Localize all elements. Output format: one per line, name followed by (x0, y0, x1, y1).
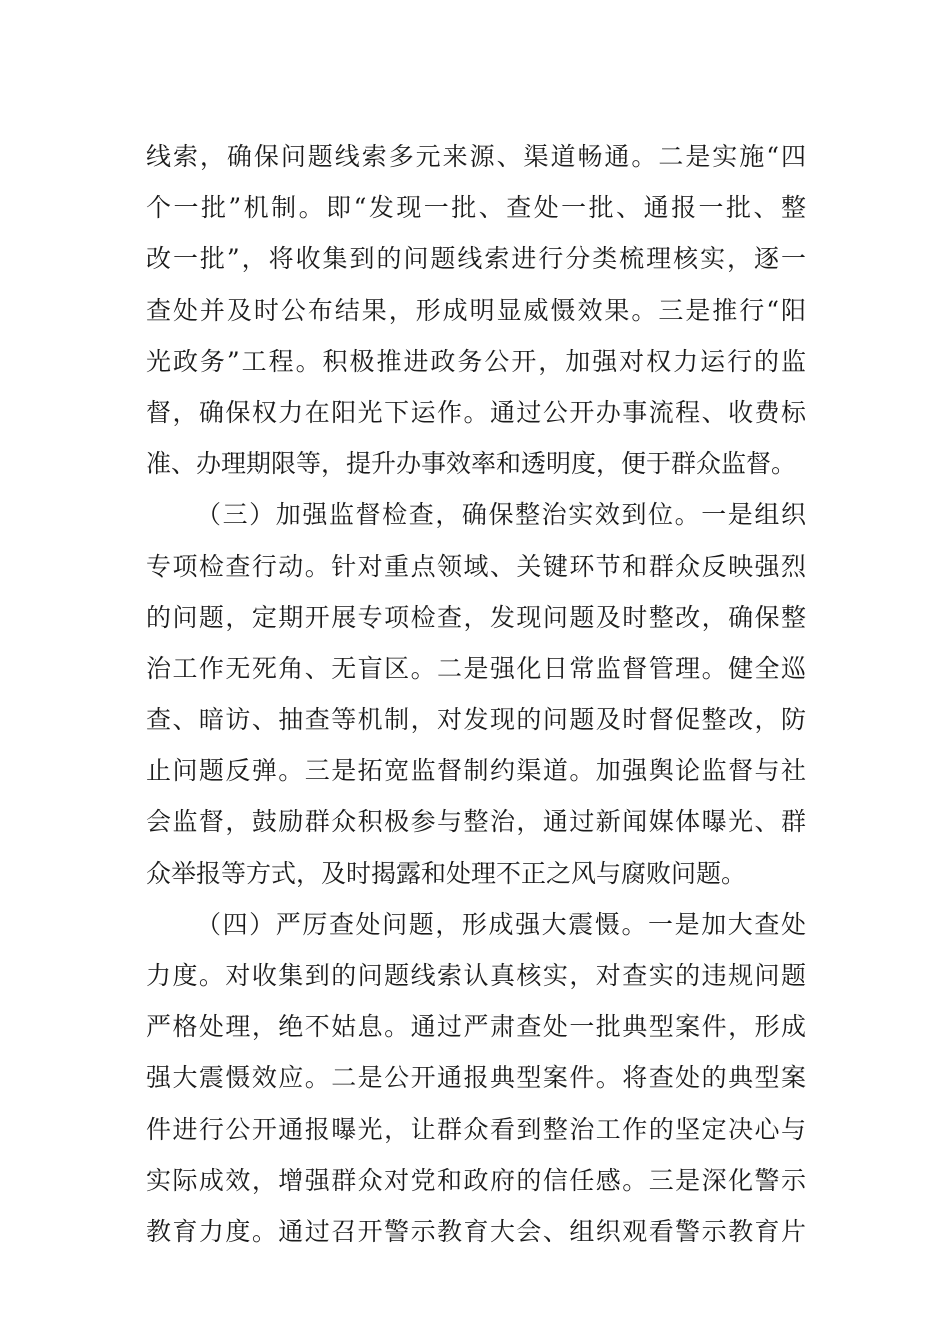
text-line-4: 查处并及时公布结果，形成明显威慑效果。三是推行“阳 (146, 295, 806, 325)
text-line-5: 光政务”工程。积极推进政务公开，加强对权力运行的监 (146, 346, 806, 376)
body-text (146, 131, 806, 1257)
text-line-6: 督，确保权力在阳光下运作。通过公开办事流程、收费标 (146, 397, 806, 427)
text-line-1: 线索，确保问题线索多元来源、渠道畅通。二是实施“四 (146, 142, 806, 171)
text-line-9: 专项检查行动。针对重点领域、关键环节和群众反映强烈 (146, 551, 806, 581)
text-line-13: 止问题反弹。三是拓宽监督制约渠道。加强舆论监督与社 (146, 756, 806, 786)
text-line-22: 教育力度。通过召开警示教育大会、组织观看警示教育片 (146, 1216, 806, 1246)
text-line-21: 实际成效，增强群众对党和政府的信任感。三是深化警示 (146, 1165, 806, 1195)
text-line-19: 强大震慑效应。二是公开通报典型案件。将查处的典型案 (146, 1063, 806, 1093)
paragraph-heading-3: （三）加强监督检查，确保整治实效到位。一是组织 (196, 500, 806, 530)
text-line-3: 改一批”，将收集到的问题线索进行分类梳理核实，逐一 (146, 244, 806, 274)
text-line-11: 治工作无死角、无盲区。二是强化日常监督管理。健全巡 (146, 653, 806, 683)
text-line-18: 严格处理，绝不姑息。通过严肃查处一批典型案件，形成 (146, 1012, 806, 1042)
paragraph-heading-4: （四）严厉查处问题，形成强大震慑。一是加大查处 (196, 909, 806, 939)
text-line-12: 查、暗访、抽查等机制，对发现的问题及时督促整改，防 (146, 705, 806, 735)
text-line-15: 众举报等方式，及时揭露和处理不正之风与腐败问题。 (146, 858, 747, 888)
text-line-17: 力度。对收集到的问题线索认真核实，对查实的违规问题 (146, 961, 806, 990)
text-line-20: 件进行公开通报曝光，让群众看到整治工作的坚定决心与 (146, 1114, 806, 1144)
text-line-10: 的问题，定期开展专项检查，发现问题及时整改，确保整 (146, 602, 806, 632)
text-line-7: 准、办理期限等，提升办事效率和透明度，便于群众监督。 (146, 449, 797, 479)
text-line-2: 个一批”机制。即“发现一批、查处一批、通报一批、整 (146, 193, 806, 223)
text-line-14: 会监督，鼓励群众积极参与整治，通过新闻媒体曝光、群 (146, 807, 806, 837)
